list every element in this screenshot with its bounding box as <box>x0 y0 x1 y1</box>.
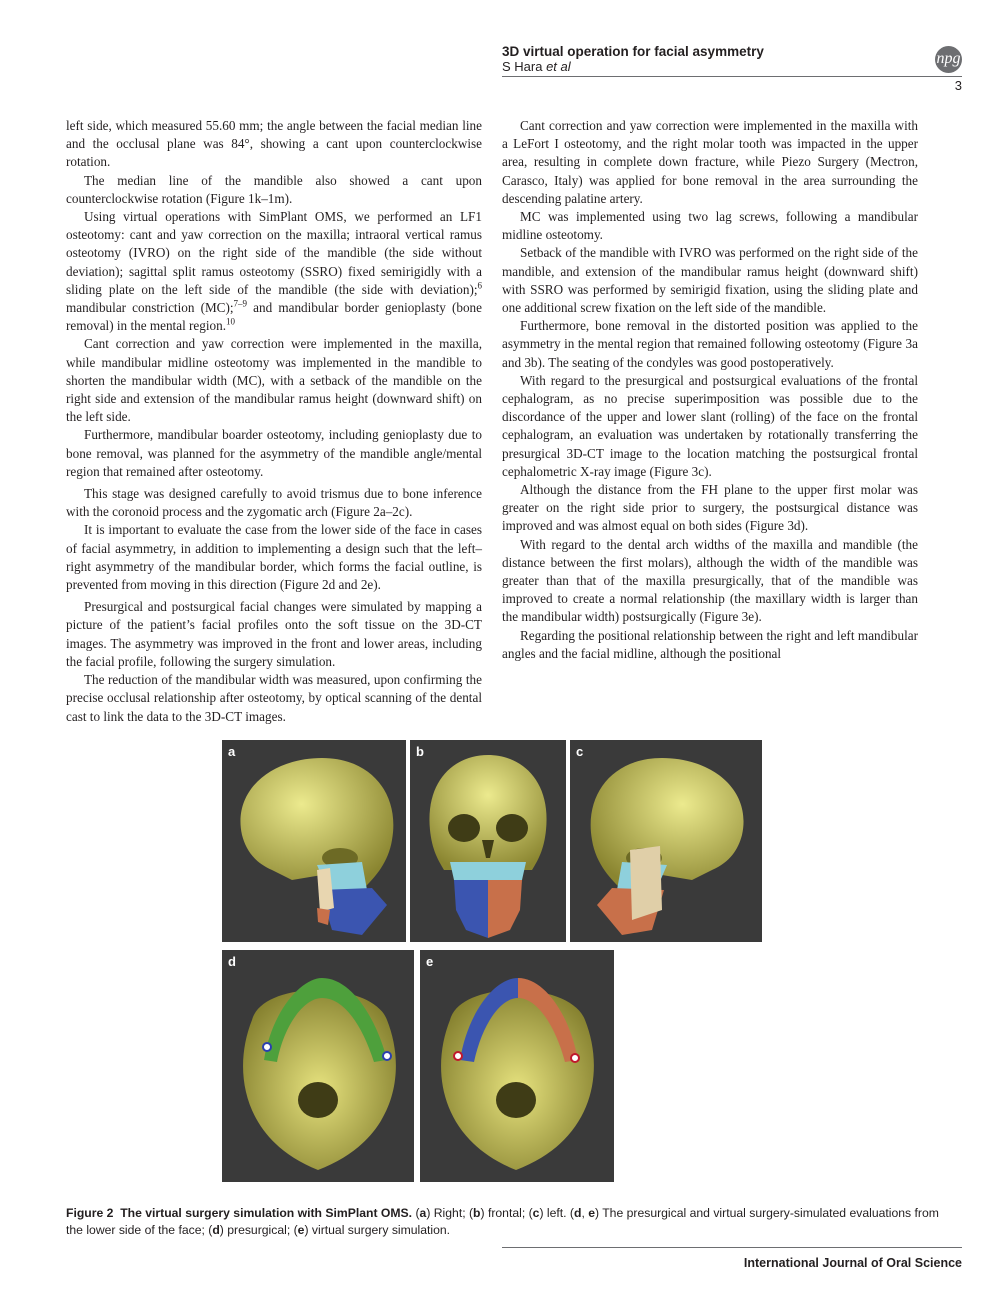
npg-logo-icon: npg <box>935 46 962 73</box>
paragraph: left side, which measured 55.60 mm; the angle between the facial median line and the occlusal plane was 84°, showing a cant upon counterclockwise rotation. <box>66 118 482 170</box>
caption-text: ) left. ( <box>539 1206 574 1220</box>
caption-text: ( <box>415 1206 420 1220</box>
reference: 6 <box>477 280 482 291</box>
running-authors: S Hara et al <box>502 59 571 74</box>
paragraph: The median line of the mandible also showed a cant upon counterclockwise rotation (Figure 1k–1m). <box>66 172 482 206</box>
paragraph: Cant correction and yaw correction were implemented in the maxilla, while mandibular midline osteotomy was implemented in the mandible to shorten the mandibular width (MC), with a setback of the mandible on the right side and extension of the mandibular ramus height (downward shift) on the left side. <box>66 336 482 425</box>
skull-right-view-image <box>222 740 406 942</box>
paragraph: MC was implemented using two lag screws, following a mandibular midline osteotomy. <box>502 209 918 243</box>
caption-text: ) Right; ( <box>426 1206 474 1220</box>
paragraph: Setback of the mandible with IVRO was performed on the right side of the mandible, and extension of the mandibular ramus height (downward shift) with SSRO was performed by semirigid fixation, using the sliding plate and one additional screw fixation on the left side of the mandible. <box>502 245 918 316</box>
caption-text: ) presurgical; ( <box>219 1223 298 1237</box>
paragraph: Regarding the positional relationship between the right and left mandibular angles and the facial midline, although the positional <box>502 627 918 661</box>
paragraph-text: Using virtual operations with SimPlant OMS, we performed an LF1 osteotomy: cant and yaw correction on the maxilla; intraoral vertical ramus osteotomy (IVRO) on the right side of the mandible (the side without deviation); sagittal split ramus osteotomy (SSRO) fixed semirigidly with a sliding plate on the left side of the mandible (the side with deviation); <box>66 209 482 297</box>
figure-caption <box>66 1205 946 1239</box>
caption-text: ) The presurgical and virtual surgery-simulated evaluations from the lower side of the face; ( <box>66 1206 939 1237</box>
skull-inferior-presurgical-image <box>222 950 414 1182</box>
paragraph: Cant correction and yaw correction were implemented in the maxilla with a LeFort I osteotomy, and the right molar tooth was impacted in the upper area, resulting in complete down fracture, while Piezo Surgery (Mectron, Carasco, Italy) was applied for bone removal in the area surrounding the descending palatine artery. <box>502 118 918 206</box>
caption-text: ) frontal; ( <box>480 1206 533 1220</box>
panel-label: b <box>416 744 424 759</box>
paragraph-text: and mandibular border genioplasty (bone removal) in the mental region. <box>66 300 483 334</box>
figure-panel-b <box>410 740 566 942</box>
left-column <box>66 117 482 726</box>
journal-name: International Journal of Oral Science <box>743 1256 962 1270</box>
figure-panel-a <box>222 740 406 942</box>
panel-label: e <box>426 954 434 969</box>
skull-inferior-simulation-image <box>420 950 614 1182</box>
header-rule <box>502 76 962 77</box>
caption-title: The virtual surgery simulation with SimPlant OMS. <box>120 1206 413 1220</box>
paragraph: Presurgical and postsurgical facial changes were simulated by mapping a picture of the patient’s facial profiles onto the soft tissue on the 3D-CT images. The asymmetry was improved in the front and lower areas, including the facial profile, following the surgery simulation. <box>66 599 482 669</box>
skull-frontal-view-image <box>410 740 566 942</box>
skull-left-view-image <box>570 740 762 942</box>
panel-label: c <box>576 744 584 759</box>
reference: 7–9 <box>233 298 248 309</box>
caption-ref: c <box>532 1206 540 1220</box>
right-column <box>502 117 918 663</box>
paragraph: With regard to the presurgical and postsurgical evaluations of the frontal cephalogram, as no precise superimposition was possible due to the discordance of the upper and lower slant (rolling) of the face on the frontal cephalogram, an evaluation was undertaken by rotationally transferring the presurgical 3D-CT image to the location matching the postsurgical frontal cephalometric X-ray image (Figure 3c). <box>502 372 918 479</box>
caption-ref: d <box>212 1223 220 1237</box>
caption-text: ) virtual surgery simulation. <box>304 1223 451 1237</box>
caption-ref: a <box>419 1206 427 1220</box>
caption-label: Figure 2 <box>66 1206 114 1220</box>
paragraph: Furthermore, mandibular boarder osteotomy, including genioplasty due to bone removal, was planned for the asymmetry of the mandible angle/mental region that remained after osteotomy. <box>66 427 482 479</box>
caption-ref: d <box>573 1206 582 1220</box>
reference: 10 <box>226 316 236 327</box>
figure-panel-e <box>420 950 614 1182</box>
caption-ref: b <box>473 1206 481 1220</box>
panel-label: a <box>228 744 236 759</box>
figure-panel-c <box>570 740 762 942</box>
running-title: 3D virtual operation for facial asymmetry <box>502 44 764 59</box>
caption-ref: e <box>588 1206 595 1220</box>
page-number: 3 <box>954 78 962 93</box>
figure-panel-d <box>222 950 414 1182</box>
caption-text: , <box>581 1206 589 1220</box>
paragraph: It is important to evaluate the case from the lower side of the face in cases of facial asymmetry, in addition to implementing a design such that the left–right asymmetry of the mandibular border, which forms the facial outline, is prevented from moving in this direction (Figure 2d and 2e). <box>66 522 482 593</box>
paragraph: Furthermore, bone removal in the distorted position was applied to the asymmetry in the mental region that remained following osteotomy (Figure 3a and 3b). The seating of the condyles was good postoperatively. <box>502 318 918 370</box>
paragraph: The reduction of the mandibular width was measured, upon confirming the precise occlusal relationship after osteotomy, by optical scanning of the dental cast to link the data to the 3D-CT images. <box>66 672 482 724</box>
paragraph-text: mandibular constriction (MC); <box>66 300 234 316</box>
caption-ref: e <box>297 1223 305 1237</box>
paragraph: This stage was designed carefully to avoid trismus due to bone inference with the coronoid process and the zygomatic arch (Figure 2a–2c). <box>66 486 482 520</box>
panel-label: d <box>228 954 236 969</box>
footer-rule <box>502 1247 962 1248</box>
paragraph: Although the distance from the FH plane to the upper first molar was greater on the right side prior to surgery, the postsurgical distance was improved and was almost equal on both sides (Figure 3d). <box>502 482 918 534</box>
paragraph <box>66 208 482 335</box>
paragraph: With regard to the dental arch widths of the maxilla and mandible (the distance between the first molars), although the width of the mandible was greater than that of the maxilla presurgically, that of the mandible was improved to create a normal relationship (the maxillary width is larger than the mandibular width) postsurgically (Figure 3e). <box>502 536 918 625</box>
